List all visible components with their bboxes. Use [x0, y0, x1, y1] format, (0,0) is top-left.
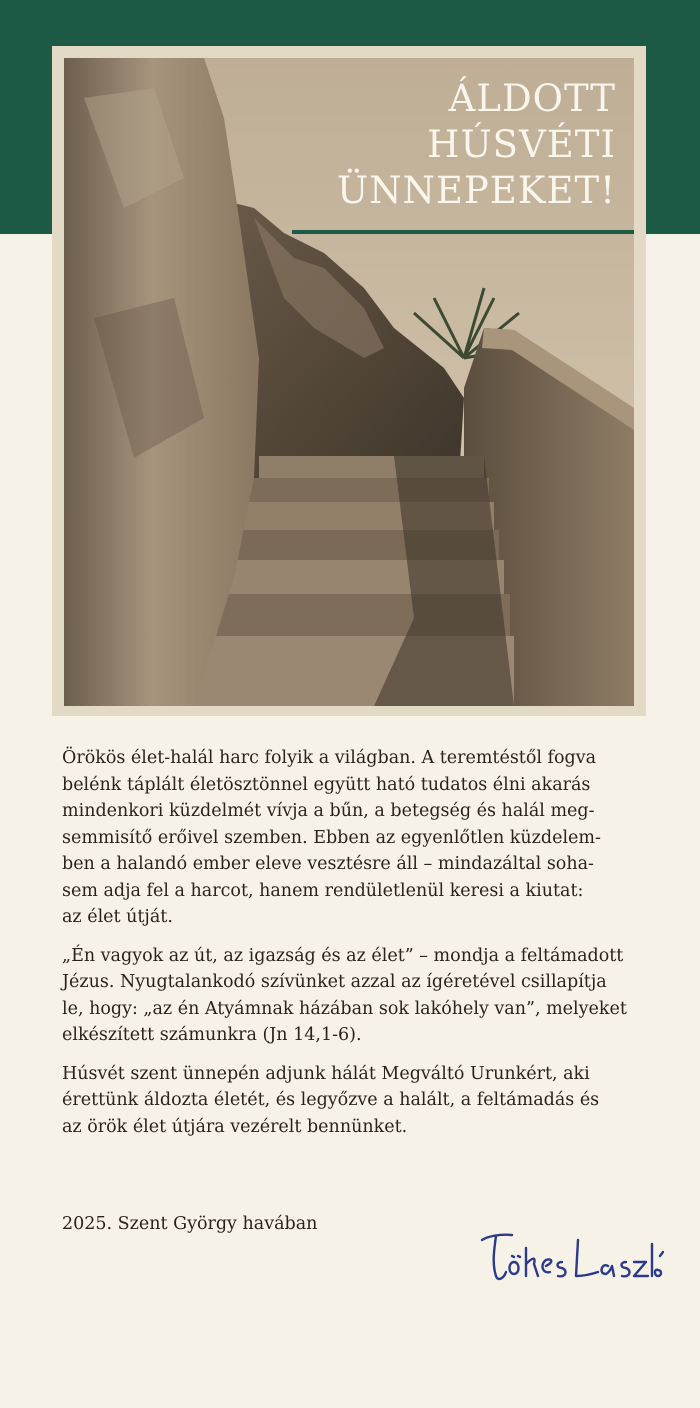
text-line: Örökös élet-halál harc folyik a világban. A teremtéstől fogva [62, 748, 597, 768]
text-line: „Én vagyok az út, az igazság és az élet” – mondja a feltámadott [62, 945, 624, 966]
text-line: az élet útját. [62, 907, 173, 927]
text-line: semmisítő erőivel szemben. Ebben az egyenlőtlen küzdelem- [62, 827, 601, 848]
greeting-line: HÚSVÉTI [427, 123, 616, 166]
greeting-line: ÜNNEPEKET! [336, 169, 616, 212]
text-line: Húsvét szent ünnepén adjunk hálát Megváltó Urunkért, aki [62, 1063, 590, 1084]
text-line: érettünk áldozta életét, és legyőzve a halált, a feltámadás és [62, 1090, 600, 1110]
paragraph-2 [62, 943, 642, 1049]
message-body [62, 745, 642, 1152]
text-line: az örök élet útjára vezérelt bennünket. [62, 1116, 408, 1137]
date-line: 2025. Szent György havában [62, 1214, 318, 1234]
text-line: Jézus. Nyugtalankodó szívünket azzal az ígéretével csillapítja [62, 972, 607, 992]
text-line: ben a halandó ember eleve vesztésre áll – mindazáltal soha- [62, 854, 594, 874]
text-line: mindenkori küzdelmét vívja a bűn, a betegség és halál meg- [62, 801, 595, 821]
heading-rule [292, 230, 634, 234]
greeting-line: ÁLDOTT [448, 77, 616, 120]
easter-greeting-heading [316, 76, 616, 214]
handwritten-signature [474, 1226, 664, 1292]
text-line: sem adja fel a harcot, hanem rendületlenül keresi a kiutat: [62, 880, 584, 901]
paragraph-1 [62, 745, 642, 931]
text-line: le, hogy: „az én Atyámnak házában sok lakóhely van”, melyeket [62, 998, 627, 1019]
paragraph-3 [62, 1061, 642, 1141]
text-line: belénk táplált életösztönnel együtt ható tudatos élni akarás [62, 774, 591, 795]
text-line: elkészített számunkra (Jn 14,1-6). [62, 1025, 362, 1045]
